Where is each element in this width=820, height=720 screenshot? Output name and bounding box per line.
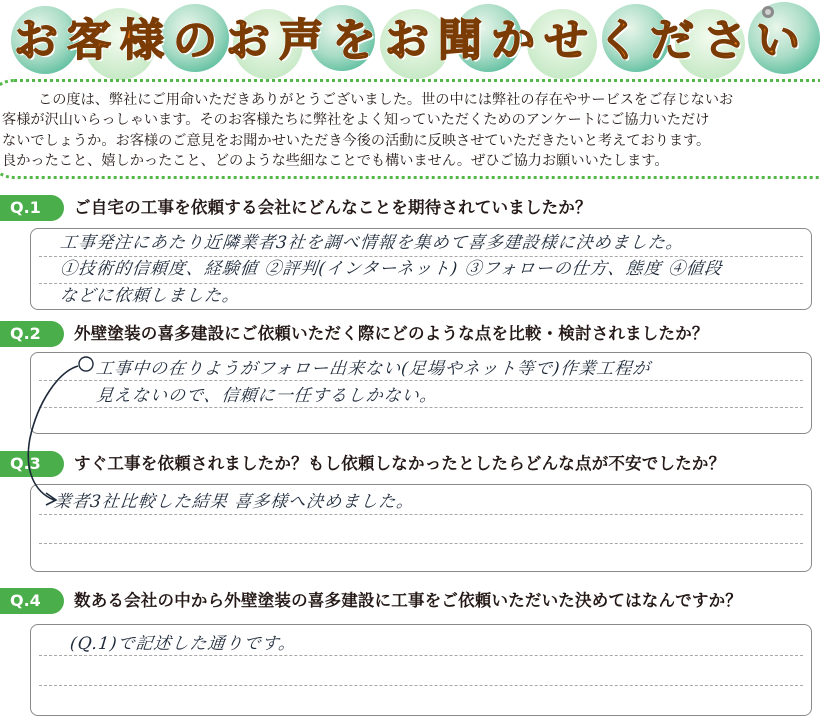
q2-label: Q.2 [0,321,64,347]
q4-answer-line: (Q.1)で記述した通りです。 [68,634,298,654]
q2-text: 外壁塗装の喜多建設にご依頼いただく際にどのような点を比較・検討されましたか？ [74,324,709,343]
q1-label: Q.1 [0,195,64,221]
q1-answer-line: などに依頼しました。 [58,286,242,306]
q2-answer-line: 工事中の在りようがフォロー出来ない(足場やネット等で)作業工程が [94,359,652,379]
title-banner [0,0,820,84]
intro-line: この度は、弊社にご用命いただきありがとうございました。世の中には弊社の存在やサービスをご存じないお [38,92,734,108]
intro-line: 良かったこと、嬉しかったこと、どのような些細なことでも構いません。ぜひご協力お願いいたします。 [2,153,669,170]
ruled-line [39,543,803,544]
q1-answer-line: 工事発注にあたり近隣業者3社を調べ情報を集めて喜多建設様に決めました。 [58,233,685,253]
page-title: お客様のお声をお聞かせください [14,15,809,66]
q3-answer-line: 業者3社比較した結果 喜多様へ決めました。 [52,492,416,512]
ruled-line [39,685,803,686]
q4-text: 数ある会社の中から外壁塗装の喜多建設に工事をご依頼いただいた決めてはなんですか？ [74,591,742,610]
q4-label: Q.4 [0,588,64,614]
q1-answer-line: ①技術的信頼度、経験値 ②評判(インターネット) ③フォローの仕方、態度 ④値段 [58,259,724,279]
intro-line: 客様が沢山いらっしゃいます。そのお客様たちに弊社をよく知っていただくためのアンケートにご協力いただけ [2,112,710,129]
q3-text: すぐ工事を依頼されましたか？もし依頼しなかったとしたらどんな点が不安でしたか？ [74,454,726,473]
intro-text [0,90,820,174]
q1-text: ご自宅の工事を依頼する会社にどんなことを期待されていましたか？ [74,198,592,217]
intro-line: ないでしょうか。お客様のご意見をお聞かせいただき今後の活動に反映させていただきたいと考えております。 [2,132,711,149]
q2-answer-line: 見えないので、信頼に一任するしかない。 [94,386,439,406]
q3-label: Q.3 [0,451,64,477]
